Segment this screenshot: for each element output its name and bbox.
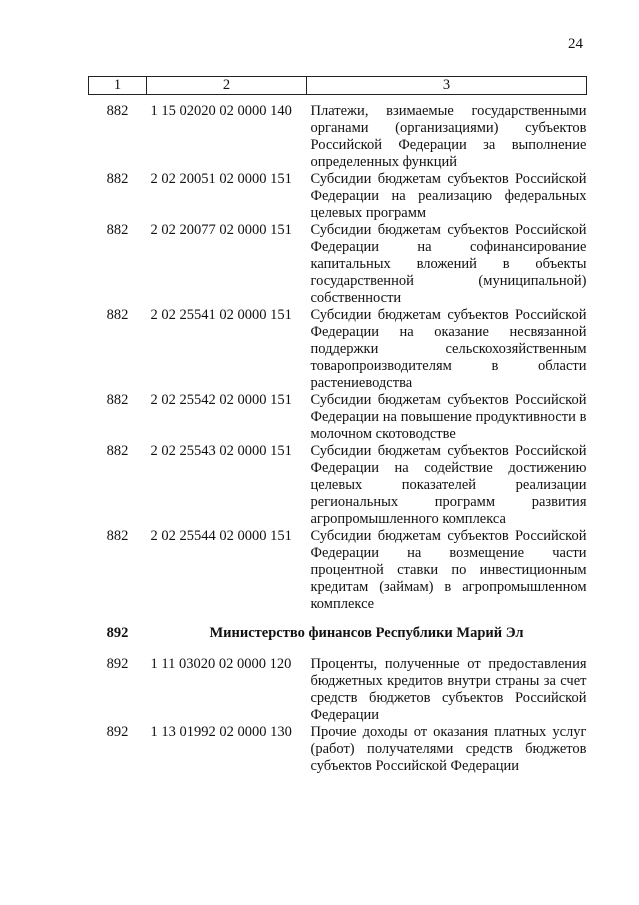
budget-classification-code: 1 15 02020 02 0000 140: [150, 103, 292, 119]
revenue-name: Субсидии бюджетам субъектов Российской Федерации на содействие достижению целевых показателей реализации региональных программ развития агропромышленного комплекса: [310, 443, 587, 527]
page-number: 24: [568, 36, 583, 52]
table-row: [89, 656, 587, 724]
header-row: [89, 77, 587, 95]
table-row: [89, 171, 587, 222]
admin-code: 892: [106, 724, 129, 740]
budget-classification-code: 2 02 25543 02 0000 151: [150, 443, 292, 459]
budget-classification-code: 2 02 20051 02 0000 151: [150, 171, 292, 187]
admin-code: 882: [106, 307, 129, 323]
budget-classification-code: 1 13 01992 02 0000 130: [150, 724, 292, 740]
ministry-header-row: [89, 613, 587, 656]
header-col-2: 2: [147, 77, 307, 95]
header-col-1: 1: [89, 77, 147, 95]
admin-code: 892: [106, 656, 129, 672]
revenue-name: Субсидии бюджетам субъектов Российской Федерации на повышение продуктивности в молочном скотоводстве: [310, 392, 587, 442]
budget-classification-code: 2 02 25541 02 0000 151: [150, 307, 292, 323]
table-row: [89, 443, 587, 528]
table-row: [89, 392, 587, 443]
budget-classification-code: 2 02 20077 02 0000 151: [150, 222, 292, 238]
header-col-3: 3: [307, 77, 587, 95]
table-row: [89, 95, 587, 172]
ministry-code: 892: [106, 625, 129, 641]
revenue-name: Субсидии бюджетам субъектов Российской Федерации на реализацию федеральных целевых программ: [310, 171, 587, 221]
admin-code: 882: [106, 528, 129, 544]
budget-classification-code: 1 11 03020 02 0000 120: [150, 656, 292, 672]
table-header: [89, 77, 587, 95]
table-body: [89, 95, 587, 776]
revenue-codes-table: [88, 76, 587, 775]
revenue-name: Прочие доходы от оказания платных услуг (работ) получателями средств бюджетов субъектов Российской Федерации: [310, 724, 587, 774]
budget-classification-code: 2 02 25542 02 0000 151: [150, 392, 292, 408]
admin-code: 882: [106, 103, 129, 119]
revenue-name: Субсидии бюджетам субъектов Российской Федерации на возмещение части процентной ставки по инвестиционным кредитам (займам) в агропромышленном комплексе: [310, 528, 587, 612]
revenue-name: Платежи, взимаемые государственными органами (организациями) субъектов Российской Федерации за выполнение определенных функций: [310, 103, 587, 170]
table-row: [89, 222, 587, 307]
revenue-name: Проценты, полученные от предоставления бюджетных кредитов внутри страны за счет средств бюджетов субъектов Российской Федерации: [310, 656, 587, 723]
admin-code: 882: [106, 222, 129, 238]
table-row: [89, 528, 587, 613]
budget-classification-code: 2 02 25544 02 0000 151: [150, 528, 292, 544]
table-row: [89, 307, 587, 392]
admin-code: 882: [106, 443, 129, 459]
admin-code: 882: [106, 392, 129, 408]
revenue-name: Субсидии бюджетам субъектов Российской Федерации на оказание несвязанной поддержки сельскохозяйственным товаропроизводителям в области растениеводства: [310, 307, 587, 391]
table-row: [89, 724, 587, 775]
revenue-name: Субсидии бюджетам субъектов Российской Федерации на софинансирование капитальных вложений в объекты государственной (муниципальной) собственности: [310, 222, 587, 306]
admin-code: 882: [106, 171, 129, 187]
ministry-name: Министерство финансов Республики Марий Эл: [209, 625, 524, 641]
